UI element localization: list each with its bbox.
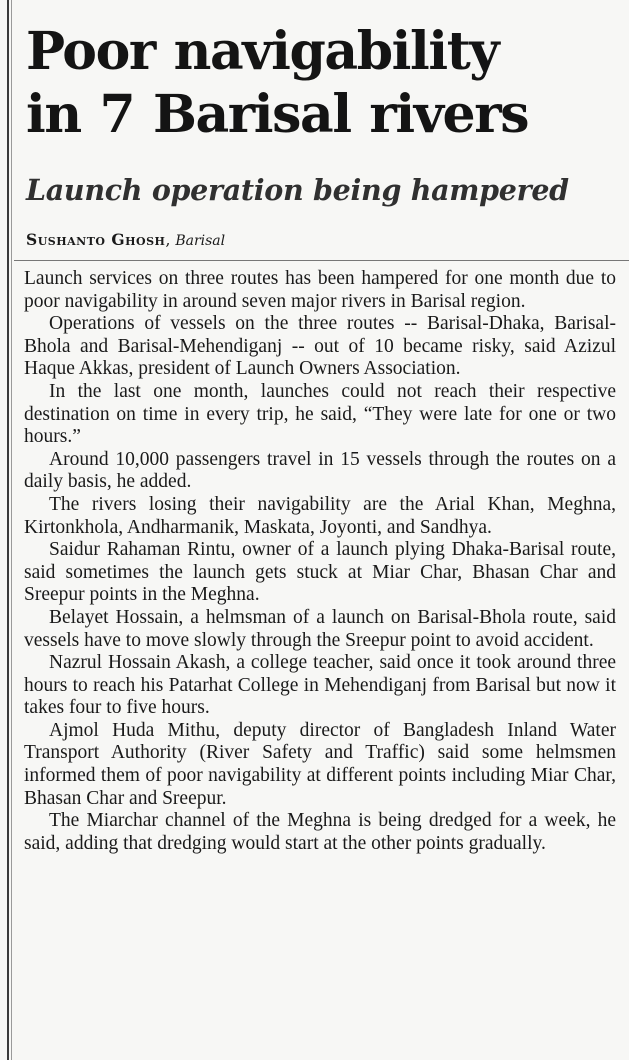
paragraph: Nazrul Hossain Akash, a college teacher, said once it took around three hours to reach his Patarhat College in Mehendiganj from Barisal but now it takes four to five hours. (24, 652, 616, 719)
headline (26, 20, 626, 146)
paragraph: In the last one month, launches could not reach their respective destination on time in every trip, he said, “They were late for one or two hours.” (24, 380, 616, 448)
headline-line-1: Poor navigability (26, 21, 499, 82)
divider (14, 260, 629, 261)
byline (26, 230, 225, 249)
paragraph: Belayet Hossain, a helmsman of a launch on Barisal-Bhola route, said vessels have to move slowly through the Sreepur point to avoid accident. (24, 606, 616, 651)
paragraph: Around 10,000 passengers travel in 15 vessels through the routes on a daily basis, he added. (24, 448, 616, 493)
headline-line-2: in 7 Barisal rivers (26, 84, 529, 145)
paragraph: Operations of vessels on the three routes -- Barisal-Dhaka, Barisal-Bhola and Barisal-Mehendiganj -- out of 10 became risky, said Azizul Haque Akkas, president of Launch Owners Association. (24, 313, 616, 380)
byline-separator: , (165, 231, 171, 249)
paragraph: The Miarchar channel of the Meghna is being dredged for a week, he said, adding that dredging would start at the other points gradually. (24, 810, 616, 854)
paragraph: Launch services on three routes has been hampered for one month due to poor navigability in around seven major rivers in Barisal region. (24, 268, 616, 312)
column-rule-thin (11, 0, 12, 1060)
paragraph: Ajmol Huda Mithu, deputy director of Bangladesh Inland Water Transport Authority (River Safety and Traffic) said some helmsmen informed them of poor navigability at different points including Miar Char, Bhasan Char and Sreepur. (24, 719, 616, 809)
article-body (24, 268, 616, 855)
column-rule (7, 0, 9, 1060)
byline-author: Sushanto Ghosh (26, 230, 166, 249)
kicker-subheadline: Launch operation being hampered (26, 173, 569, 207)
byline-place: Barisal (175, 233, 226, 249)
paragraph: Saidur Rahaman Rintu, owner of a launch plying Dhaka-Barisal route, said sometimes the launch gets stuck at Miar Char, Bhasan Char and Sreepur points in the Meghna. (24, 539, 616, 606)
paragraph: The rivers losing their navigability are the Arial Khan, Meghna, Kirtonkhola, Andharmanik, Maskata, Joyonti, and Sandhya. (24, 493, 616, 538)
